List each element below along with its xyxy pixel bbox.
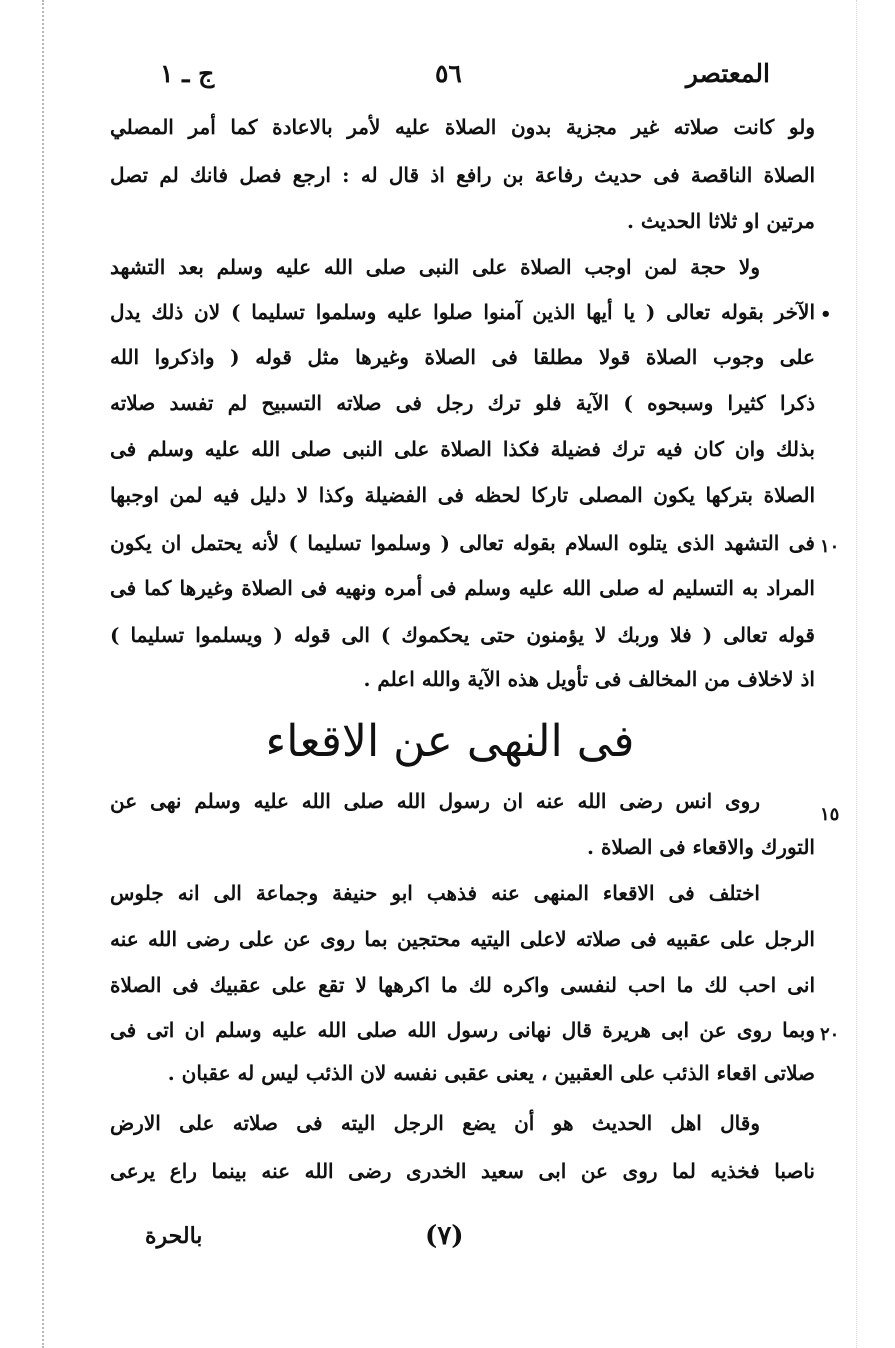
text-line: التورك والاقعاء فى الصلاة . [587,835,815,859]
text-line: ولو كانت صلاته غير مجزية بدون الصلاة عليه لأمر بالاعادة كما أمر المصلي [110,115,815,139]
text-line: ناصبا فخذيه لما روى عن ابى سعيد الخدرى رضى الله عنه بينما راع يرعى [110,1159,815,1183]
text-line: المراد به التسليم له صلى الله عليه وسلم فى أمره ونهيه فى الصلاة وغيرها كما فى [110,576,815,600]
text-line: قوله تعالى ( فلا وربك لا يؤمنون حتى يحكموك ) الى قوله ( ويسلموا تسليما ) [110,623,815,647]
text-line: الصلاة الناقصة فى حديث رفاعة بن رافع اذ قال له : ارجع فصل فانك لم تصل [110,163,815,187]
text-line: على وجوب الصلاة قولا مطلقا فى الصلاة وغيرها مثل قوله ( واذكروا الله [110,345,815,369]
text-line: اختلف فى الاقعاء المنهى عنه فذهب ابو حنيفة وجماعة الى انه جلوس [110,881,760,905]
text-line: صلاتى اقعاء الذئب على العقبين ، يعنى عقبى نفسه لان الذئب ليس له عقبان . [167,1061,815,1085]
page-edge-dots-left [42,0,44,1348]
line-number-10: ١٠ [820,536,840,557]
text-line: انى احب لك ما احب لنفسى واكره لك ما اكرهها لا تقع على عقبيك فى الصلاة [110,973,815,997]
text-line: الرجل على عقبيه فى صلاته لاعلى اليتيه محتجين بما روى عن على رضى الله عنه [110,927,815,951]
text-line: ذكرا كثيرا وسبحوه ) الآية فلو ترك رجل فى صلاته التسبيح لم تفسد صلاته [110,391,815,415]
line-number-15: ١٥ [820,804,840,825]
signature-word: بالحرة [145,1223,203,1249]
section-heading: فى النهى عن الاقعاء [265,716,635,767]
margin-bullet: • [820,304,832,325]
text-line: بذلك وان كان فيه ترك فضيلة فكذا الصلاة على النبى صلى الله عليه وسلم فى [110,437,815,461]
signature-number: (٧) [425,1221,464,1251]
text-line: ولا حجة لمن اوجب الصلاة على النبى صلى الله عليه وسلم بعد التشهد [110,255,760,279]
text-line: الصلاة بتركها يكون المصلى تاركا لحظه فى الفضيلة وكذا لا دليل فيه لمن اوجبها [110,483,815,507]
page-number: ٥٦ [435,59,462,88]
line-number-20: ٢٠ [820,1024,840,1045]
running-title: المعتصر [685,59,770,88]
page-edge-dots-right [856,0,857,1348]
text-line: وبما روى عن ابى هريرة قال نهانى رسول الله صلى الله عليه وسلم ان اتى فى [110,1018,815,1042]
text-line: الآخر بقوله تعالى ( يا أيها الذين آمنوا صلوا عليه وسلموا تسليما ) لان ذلك يدل [110,300,815,324]
running-header [160,54,770,98]
text-line: اذ لاخلاف من المخالف فى تأويل هذه الآية والله اعلم . [363,667,815,691]
text-line: مرتين او ثلاثا الحديث . [626,209,815,233]
text-line: روى انس رضى الله عنه ان رسول الله صلى الله عليه وسلم نهى عن [110,789,760,813]
text-line: وقال اهل الحديث هو أن يضع الرجل اليته فى صلاته على الارض [110,1111,760,1135]
volume-label: ج ـ ١ [160,59,215,88]
text-line: فى التشهد الذى يتلوه السلام بقوله تعالى ( وسلموا تسليما ) لأنه يحتمل ان يكون [110,531,815,555]
